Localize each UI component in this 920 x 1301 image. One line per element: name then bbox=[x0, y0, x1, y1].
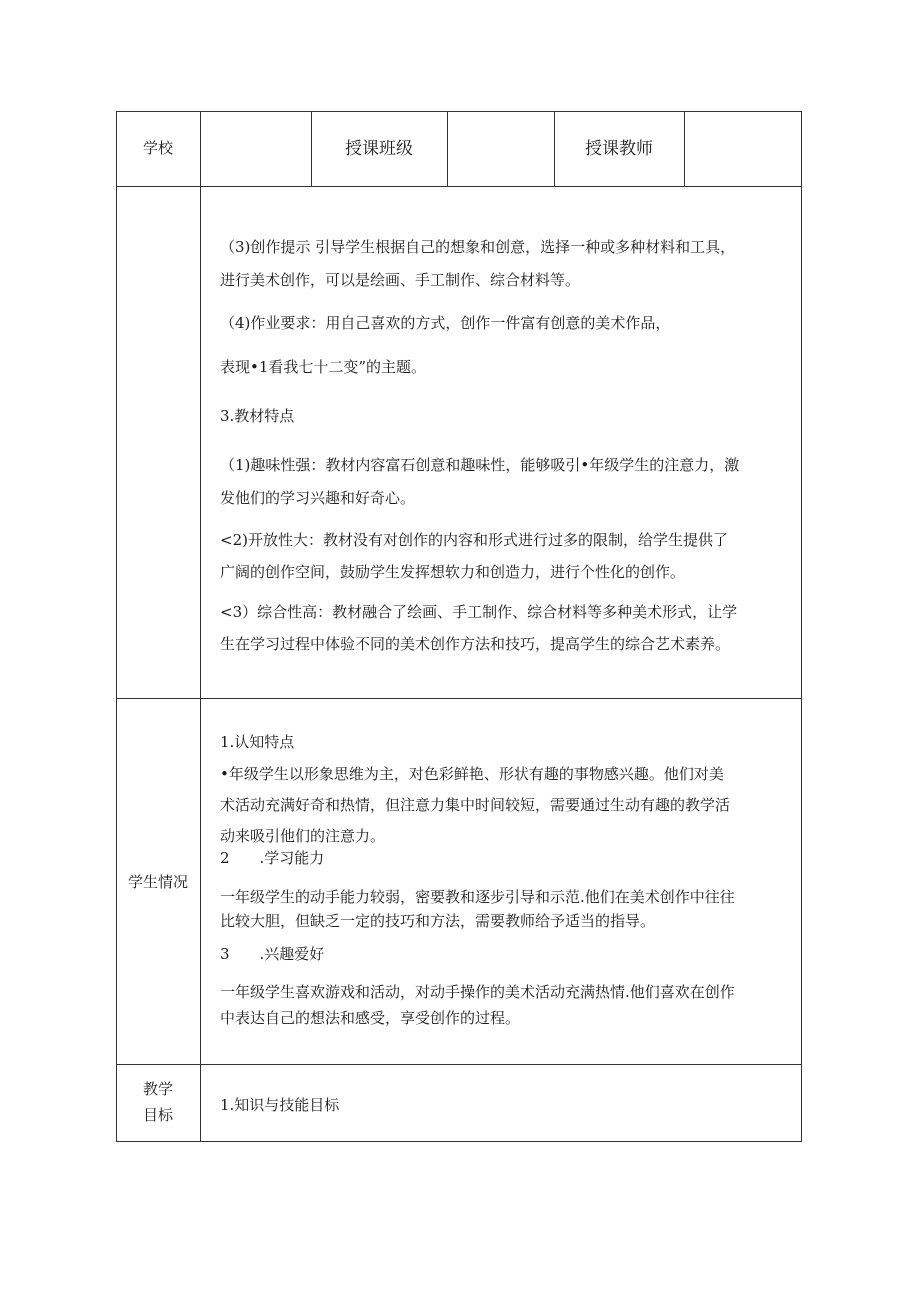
row-divider-material bbox=[116, 698, 802, 699]
students-section-heading: 3 .兴趣爱好 bbox=[220, 945, 325, 963]
teacher-label: 授课教师 bbox=[585, 139, 653, 159]
material-line: （1)趣味性强：教材内容富石创意和趣味性，能够吸引•年级学生的注意力，激 bbox=[220, 456, 740, 474]
col-divider-header-5 bbox=[684, 111, 685, 187]
col-divider-label bbox=[200, 111, 201, 1142]
material-line: 生在学习过程中体验不同的美术创作方法和技巧，提高学生的综合艺术素养。 bbox=[220, 635, 731, 653]
goals-label-line2: 目标 bbox=[142, 1106, 173, 1124]
goals-label-line1: 教学 bbox=[142, 1080, 173, 1098]
material-line: <3）综合性高：教材融合了绘画、手工制作、综合材料等多种美术形式，让学 bbox=[220, 603, 738, 621]
col-divider-header-3 bbox=[447, 111, 448, 187]
students-line: •年级学生以形象思维为主，对色彩鲜艳、形状有趣的事物感兴趣。他们对美 bbox=[220, 765, 724, 783]
students-section-heading: 1.认知特点 bbox=[220, 733, 295, 751]
row-divider-students bbox=[116, 1064, 802, 1065]
students-line: 比较大胆，但缺乏一定的技巧和方法，需要教师给予适当的指导。 bbox=[220, 912, 656, 930]
material-line: （4)作业要求：用自己喜欢的方式，创作一件富有创意的美术作品， bbox=[220, 314, 671, 332]
material-line: 进行美术创作，可以是绘画、手工制作、综合材料等。 bbox=[220, 271, 581, 289]
material-line: <2)开放性大：教材没有对创作的内容和形式进行过多的限制，给学生提供了 bbox=[220, 531, 728, 549]
students-line: 一年级学生的动手能力较弱，密要教和逐步引导和示范.他们在美术创作中往往 bbox=[220, 888, 735, 906]
students-line: 一年级学生喜欢游戏和活动，对动手操作的美术活动充满热情.他们喜欢在创作 bbox=[220, 983, 735, 1001]
row-divider-header bbox=[116, 186, 802, 187]
class-label: 授课班级 bbox=[345, 139, 413, 159]
students-section-heading: 2 .学习能力 bbox=[220, 849, 325, 867]
material-line: 发他们的学习兴趣和好奇心。 bbox=[220, 489, 416, 507]
material-line: （3)创作提示 引导学生根据自己的想象和创意，选择一种或多种材料和工具， bbox=[220, 238, 736, 256]
students-line: 术活动充满好奇和热情，但注意力集中时间较短，需要通过生动有趣的教学活 bbox=[220, 796, 731, 814]
students-label: 学生情况 bbox=[127, 873, 188, 891]
school-label: 学校 bbox=[142, 139, 173, 157]
material-line: 广阔的创作空间，鼓励学生发挥想软力和创造力，进行个性化的创作。 bbox=[220, 563, 686, 581]
students-line: 中表达自己的想法和感受，享受创作的过程。 bbox=[220, 1009, 521, 1027]
material-line: 表现•1看我七十二变”的主题。 bbox=[220, 358, 427, 376]
material-section-heading: 3.教材特点 bbox=[220, 407, 295, 425]
students-line: 动来吸引他们的注意力。 bbox=[220, 827, 386, 845]
goals-first-line: 1.知识与技能目标 bbox=[220, 1096, 340, 1114]
